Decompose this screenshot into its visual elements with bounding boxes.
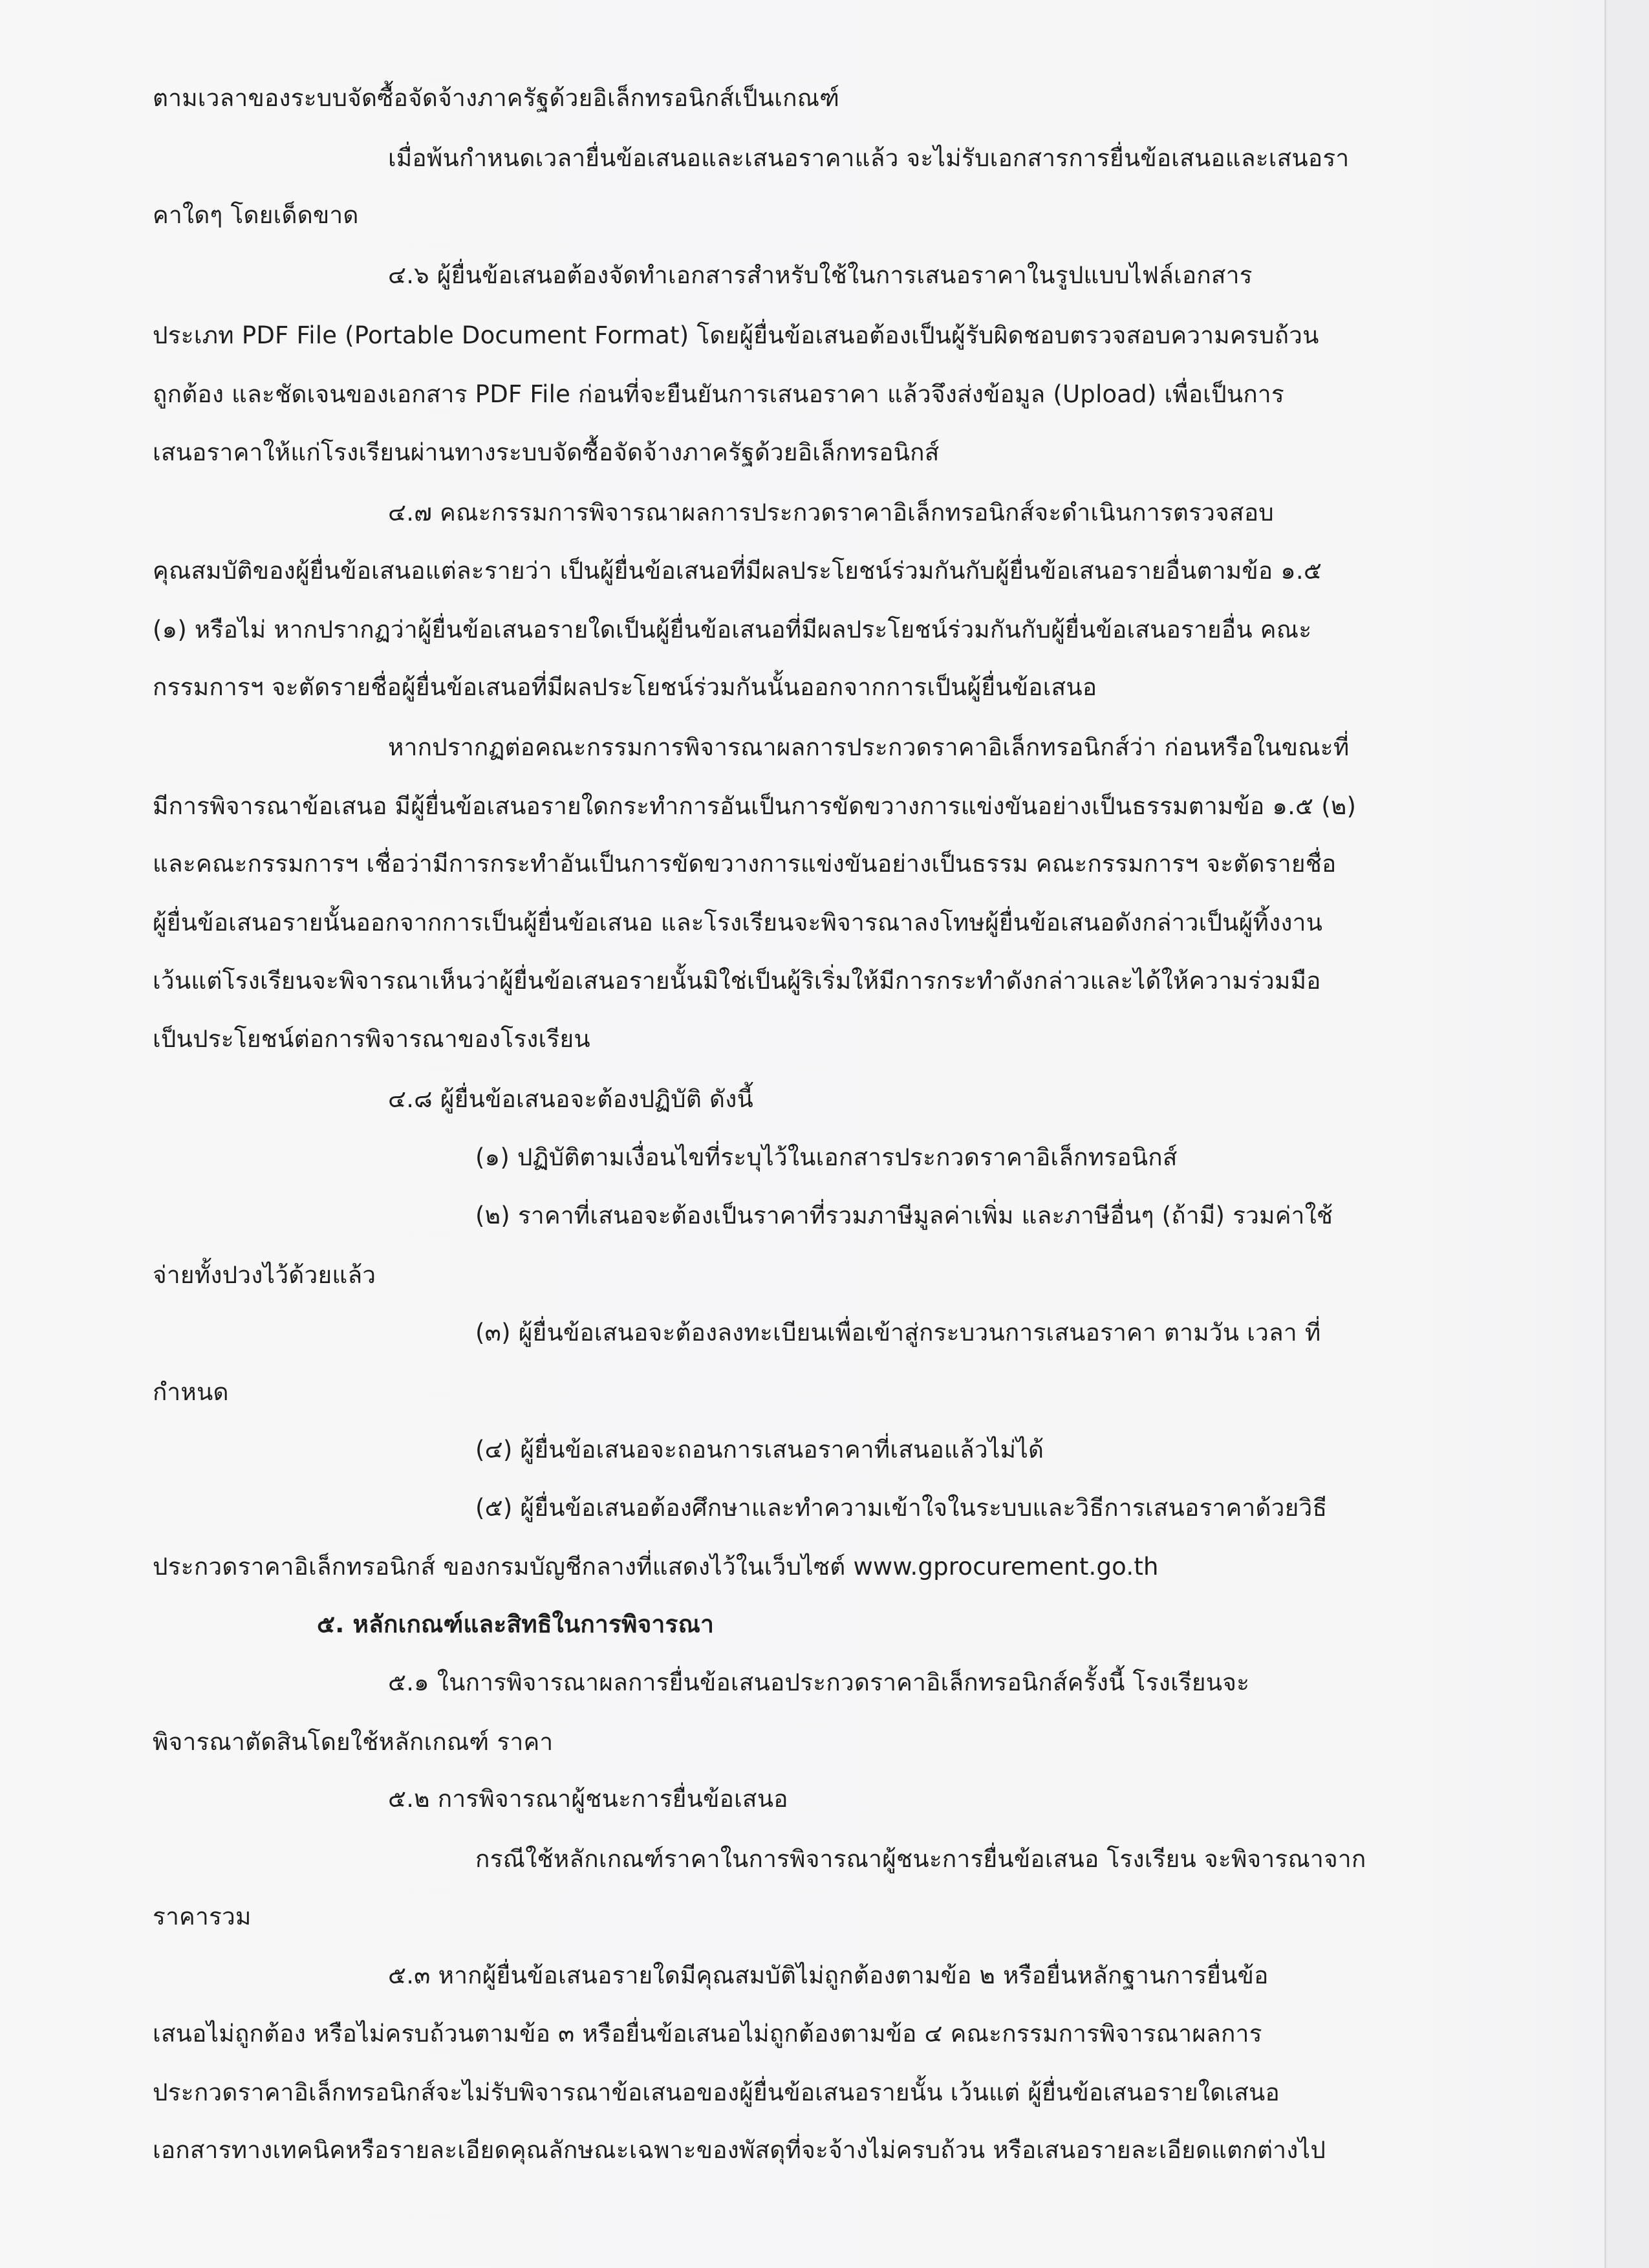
- text-line: กรรมการฯ จะตัดรายชื่อผู้ยื่นข้อเสนอที่มีผลประโยชน์ร่วมกันนั้นออกจากการเป็นผู้ยื่นข้อเสนอ: [153, 673, 1097, 701]
- text-line: หากปรากฏต่อคณะกรรมการพิจารณาผลการประกวดราคาอิเล็กทรอนิกส์ว่า ก่อนหรือในขณะที่: [388, 733, 1350, 761]
- clause-4-6: ๔.๖ ผู้ยื่นข้อเสนอต้องจัดทำเอกสารสำหรับใช้ในการเสนอราคาในรูปแบบไฟล์เอกสาร: [388, 261, 1253, 289]
- text-line: ประกวดราคาอิเล็กทรอนิกส์จะไม่รับพิจารณาข้อเสนอของผู้ยื่นข้อเสนอรายนั้น เว้นแต่ ผู้ยื่นข้อเสนอรายใดเสนอ: [153, 2079, 1280, 2106]
- scan-edge: [1604, 0, 1649, 2268]
- text-line: (๑) หรือไม่ หากปรากฏว่าผู้ยื่นข้อเสนอรายใดเป็นผู้ยื่นข้อเสนอที่มีผลประโยชน์ร่วมกันกับผู้ยื่นข้อเสนอรายอื่น คณะ: [153, 616, 1312, 643]
- clause-5-2: ๕.๒ การพิจารณาผู้ชนะการยื่นข้อเสนอ: [388, 1785, 788, 1813]
- text-line: เว้นแต่โรงเรียนจะพิจารณาเห็นว่าผู้ยื่นข้อเสนอรายนั้นมิใช่เป็นผู้ริเริ่มให้มีการกระทำดังกล่าวและได้ให้ความร่วมมือ: [153, 967, 1321, 995]
- sub-item-1: (๑) ปฏิบัติตามเงื่อนไขที่ระบุไว้ในเอกสารประกวดราคาอิเล็กทรอนิกส์: [475, 1143, 1178, 1171]
- text-line: กำหนด: [153, 1378, 229, 1406]
- text-line: เมื่อพ้นกำหนดเวลายื่นข้อเสนอและเสนอราคาแล้ว จะไม่รับเอกสารการยื่นข้อเสนอและเสนอรา: [388, 144, 1350, 172]
- text-line: เป็นประโยชน์ต่อการพิจารณาของโรงเรียน: [153, 1025, 590, 1053]
- text-line: ประเภท PDF File (Portable Document Format) โดยผู้ยื่นข้อเสนอต้องเป็นผู้รับผิดชอบตรวจสอบความครบถ้วน: [153, 321, 1319, 349]
- clause-5-1: ๕.๑ ในการพิจารณาผลการยื่นข้อเสนอประกวดราคาอิเล็กทรอนิกส์ครั้งนี้ โรงเรียนจะ: [388, 1669, 1250, 1696]
- text-line: เสนอไม่ถูกต้อง หรือไม่ครบถ้วนตามข้อ ๓ หรือยื่นข้อเสนอไม่ถูกต้องตามข้อ ๔ คณะกรรมการพิจารณาผลการ: [153, 2020, 1262, 2047]
- text-line: ประกวดราคาอิเล็กทรอนิกส์ ของกรมบัญชีกลางที่แสดงไว้ในเว็บไซต์ www.gprocurement.go.th: [153, 1553, 1159, 1581]
- text-line: เอกสารทางเทคนิคหรือรายละเอียดคุณลักษณะเฉพาะของพัสดุที่จะจ้างไม่ครบถ้วน หรือเสนอรายละเอียดแตกต่างไป: [153, 2136, 1326, 2164]
- sub-item-3: (๓) ผู้ยื่นข้อเสนอจะต้องลงทะเบียนเพื่อเข้าสู่กระบวนการเสนอราคา ตามวัน เวลา ที่: [475, 1319, 1321, 1346]
- text-line: คาใดๆ โดยเด็ดขาด: [153, 201, 359, 229]
- clause-4-8: ๔.๘ ผู้ยื่นข้อเสนอจะต้องปฏิบัติ ดังนี้: [388, 1085, 754, 1113]
- sub-item-4: (๔) ผู้ยื่นข้อเสนอจะถอนการเสนอราคาที่เสนอแล้วไม่ได้: [475, 1436, 1044, 1463]
- text-line: มีการพิจารณาข้อเสนอ มีผู้ยื่นข้อเสนอรายใดกระทำการอันเป็นการขัดขวางการแข่งขันอย่างเป็นธรรมตามข้อ ๑.๕ (๒): [153, 792, 1357, 820]
- text-line: พิจารณาตัดสินโดยใช้หลักเกณฑ์ ราคา: [153, 1728, 554, 1756]
- sub-item-5: (๕) ผู้ยื่นข้อเสนอต้องศึกษาและทำความเข้าใจในระบบและวิธีการเสนอราคาด้วยวิธี: [475, 1494, 1328, 1522]
- text-line: เสนอราคาให้แก่โรงเรียนผ่านทางระบบจัดซื้อจัดจ้างภาครัฐด้วยอิเล็กทรอนิกส์: [153, 438, 940, 466]
- text-line: ตามเวลาของระบบจัดซื้อจัดจ้างภาครัฐด้วยอิเล็กทรอนิกส์เป็นเกณฑ์: [153, 84, 840, 112]
- text-line: ผู้ยื่นข้อเสนอรายนั้นออกจากการเป็นผู้ยื่นข้อเสนอ และโรงเรียนจะพิจารณาลงโทษผู้ยื่นข้อเสนอดังกล่าวเป็นผู้ทิ้งงาน: [153, 909, 1323, 936]
- clause-5-3: ๕.๓ หากผู้ยื่นข้อเสนอรายใดมีคุณสมบัติไม่ถูกต้องตามข้อ ๒ หรือยื่นหลักฐานการยื่นข้อ: [388, 1961, 1269, 1989]
- section-5-heading: ๕. หลักเกณฑ์และสิทธิในการพิจารณา: [317, 1610, 715, 1638]
- text-line: จ่ายทั้งปวงไว้ด้วยแล้ว: [153, 1261, 376, 1289]
- clause-4-7: ๔.๗ คณะกรรมการพิจารณาผลการประกวดราคาอิเล็กทรอนิกส์จะดำเนินการตรวจสอบ: [388, 499, 1274, 526]
- text-line: ราคารวม: [153, 1903, 252, 1930]
- text-line: ถูกต้อง และชัดเจนของเอกสาร PDF File ก่อนที่จะยืนยันการเสนอราคา แล้วจึงส่งข้อมูล (Upload) เพื่อเป็นการ: [153, 380, 1284, 408]
- text-line: กรณีใช้หลักเกณฑ์ราคาในการพิจารณาผู้ชนะการยื่นข้อเสนอ โรงเรียน จะพิจารณาจาก: [475, 1845, 1366, 1873]
- text-line: คุณสมบัติของผู้ยื่นข้อเสนอแต่ละรายว่า เป็นผู้ยื่นข้อเสนอที่มีผลประโยชน์ร่วมกันกับผู้ยื่นข้อเสนอรายอื่นตามข้อ ๑.๕: [153, 557, 1322, 585]
- sub-item-2: (๒) ราคาที่เสนอจะต้องเป็นราคาที่รวมภาษีมูลค่าเพิ่ม และภาษีอื่นๆ (ถ้ามี) รวมค่าใช้: [475, 1202, 1333, 1229]
- text-line: และคณะกรรมการฯ เชื่อว่ามีการกระทำอันเป็นการขัดขวางการแข่งขันอย่างเป็นธรรม คณะกรรมการฯ จะตัดรายชื่อ: [153, 850, 1337, 878]
